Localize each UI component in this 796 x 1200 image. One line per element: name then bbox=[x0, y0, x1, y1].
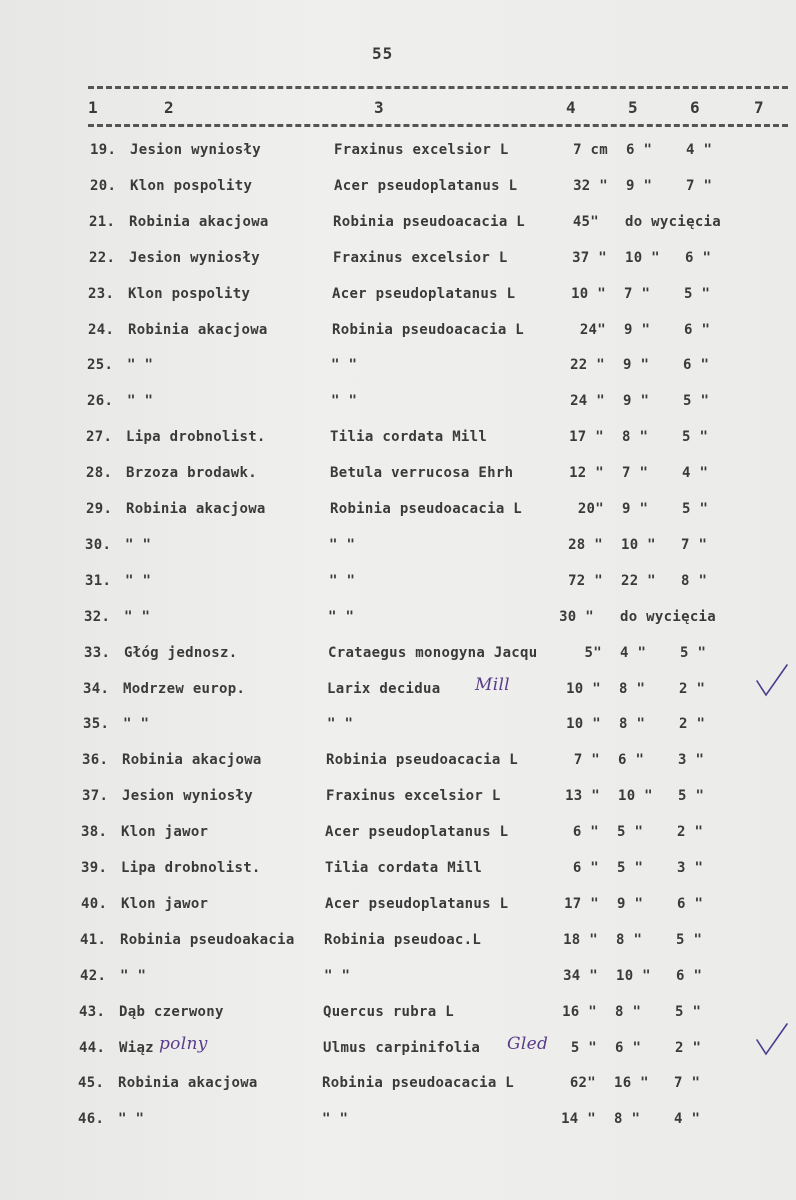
table-row bbox=[0, 465, 796, 489]
table-row bbox=[0, 645, 796, 669]
width: 5 " bbox=[682, 429, 709, 445]
column-header-7: 7 bbox=[754, 98, 764, 117]
diameter: 34 " bbox=[563, 968, 598, 984]
diameter: 7 " bbox=[573, 752, 600, 768]
row-number: 23. bbox=[88, 286, 115, 302]
diameter: 17 " bbox=[569, 429, 604, 445]
diameter: 13 " bbox=[565, 788, 600, 804]
remark: do wycięcia bbox=[620, 609, 717, 625]
polish-name: Robinia akacjowa bbox=[118, 1075, 258, 1091]
polish-name: Klon jawor bbox=[121, 824, 209, 840]
table-row bbox=[0, 1075, 796, 1099]
row-number: 38. bbox=[81, 824, 108, 840]
row-number: 32. bbox=[84, 609, 111, 625]
diameter: 32 " bbox=[573, 178, 608, 194]
height: 10 " bbox=[618, 788, 653, 804]
width: 4 " bbox=[674, 1111, 701, 1127]
height: 6 " bbox=[615, 1040, 642, 1056]
table-row bbox=[0, 788, 796, 812]
table-row bbox=[0, 393, 796, 417]
remark: do wycięcia bbox=[625, 214, 722, 230]
row-number: 37. bbox=[82, 788, 109, 804]
row-number: 27. bbox=[86, 429, 113, 445]
polish-name: " " bbox=[120, 968, 147, 984]
row-number: 45. bbox=[78, 1075, 105, 1091]
row-number: 26. bbox=[87, 393, 114, 409]
width: 2 " bbox=[679, 716, 706, 732]
width: 6 " bbox=[676, 968, 703, 984]
row-number: 43. bbox=[79, 1004, 106, 1020]
polish-name: Jesion wyniosły bbox=[130, 142, 261, 158]
table-row bbox=[0, 1034, 796, 1064]
diameter: 5" bbox=[584, 645, 602, 661]
diameter: 30 " bbox=[559, 609, 594, 625]
polish-name: " " bbox=[127, 357, 154, 373]
diameter: 72 " bbox=[568, 573, 603, 589]
width: 6 " bbox=[677, 896, 704, 912]
latin-name: Fraxinus excelsior L bbox=[326, 788, 501, 804]
diameter: 37 " bbox=[572, 250, 607, 266]
handwritten-note: polny bbox=[159, 1034, 208, 1054]
height: 8 " bbox=[614, 1111, 641, 1127]
polish-name: " " bbox=[125, 537, 152, 553]
row-number: 35. bbox=[83, 716, 110, 732]
table-row bbox=[0, 824, 796, 848]
column-header-1: 1 bbox=[88, 98, 98, 117]
diameter: 5 " bbox=[570, 1040, 597, 1056]
table-row bbox=[0, 609, 796, 633]
table-row bbox=[0, 573, 796, 597]
width: 5 " bbox=[680, 645, 707, 661]
checkmark-icon bbox=[754, 661, 790, 701]
column-header-5: 5 bbox=[628, 98, 638, 117]
height: 8 " bbox=[619, 716, 646, 732]
width: 6 " bbox=[683, 357, 710, 373]
height: 7 " bbox=[624, 286, 651, 302]
width: 5 " bbox=[682, 501, 709, 517]
latin-name: Acer pseudoplatanus L bbox=[325, 824, 509, 840]
height: 8 " bbox=[615, 1004, 642, 1020]
width: 4 " bbox=[686, 142, 713, 158]
row-number: 44. bbox=[79, 1040, 106, 1056]
polish-name: Klon jawor bbox=[121, 896, 209, 912]
diameter: 6 " bbox=[572, 824, 599, 840]
column-header-3: 3 bbox=[374, 98, 384, 117]
height: 10 " bbox=[625, 250, 660, 266]
latin-name: Crataegus monogyna Jacqu bbox=[328, 645, 538, 661]
latin-name: Fraxinus excelsior L bbox=[333, 250, 508, 266]
diameter: 7 cm bbox=[573, 142, 608, 158]
row-number: 28. bbox=[86, 465, 113, 481]
table-row bbox=[0, 675, 796, 705]
latin-name: Fraxinus excelsior L bbox=[334, 142, 509, 158]
row-number: 39. bbox=[81, 860, 108, 876]
polish-name: " " bbox=[124, 609, 151, 625]
height: 4 " bbox=[620, 645, 647, 661]
diameter: 24 " bbox=[570, 393, 605, 409]
width: 7 " bbox=[674, 1075, 701, 1091]
height: 9 " bbox=[626, 178, 653, 194]
table-row bbox=[0, 429, 796, 453]
column-header-2: 2 bbox=[164, 98, 174, 117]
table-row bbox=[0, 322, 796, 346]
latin-name: Robinia pseudoacacia L bbox=[330, 501, 523, 517]
table-row bbox=[0, 142, 796, 166]
width: 4 " bbox=[682, 465, 709, 481]
diameter: 28 " bbox=[568, 537, 603, 553]
table-row bbox=[0, 178, 796, 202]
polish-name: " " bbox=[123, 716, 150, 732]
latin-name: " " bbox=[327, 716, 354, 732]
polish-name: Modrzew europ. bbox=[123, 681, 246, 697]
latin-name: Robinia pseudoacacia L bbox=[332, 322, 525, 338]
row-number: 33. bbox=[84, 645, 111, 661]
polish-name: Brzoza brodawk. bbox=[126, 465, 257, 481]
polish-name: Jesion wyniosły bbox=[129, 250, 260, 266]
latin-name: Robinia pseudoac.L bbox=[324, 932, 482, 948]
table-row bbox=[0, 357, 796, 381]
diameter: 6 " bbox=[572, 860, 599, 876]
polish-name: " " bbox=[118, 1111, 145, 1127]
latin-name: Tilia cordata Mill bbox=[330, 429, 488, 445]
table-row bbox=[0, 214, 796, 238]
width: 5 " bbox=[676, 932, 703, 948]
header-rule-top bbox=[88, 86, 788, 89]
polish-name: Lipa drobnolist. bbox=[121, 860, 261, 876]
diameter: 62" bbox=[569, 1075, 596, 1091]
polish-name: Klon pospolity bbox=[130, 178, 253, 194]
polish-name: Robinia pseudoakacia bbox=[120, 932, 295, 948]
diameter: 12 " bbox=[569, 465, 604, 481]
latin-name: Quercus rubra L bbox=[323, 1004, 454, 1020]
handwritten-note: Mill bbox=[475, 675, 510, 695]
height: 16 " bbox=[614, 1075, 649, 1091]
latin-name: Robinia pseudoacacia L bbox=[322, 1075, 515, 1091]
latin-name: " " bbox=[331, 393, 358, 409]
width: 5 " bbox=[684, 286, 711, 302]
latin-name: Larix decidua bbox=[327, 681, 441, 697]
polish-name: Lipa drobnolist. bbox=[126, 429, 266, 445]
width: 5 " bbox=[678, 788, 705, 804]
latin-name: " " bbox=[331, 357, 358, 373]
polish-name: " " bbox=[125, 573, 152, 589]
diameter: 20" bbox=[577, 501, 604, 517]
table-row bbox=[0, 1111, 796, 1135]
width: 6 " bbox=[684, 322, 711, 338]
table-row bbox=[0, 286, 796, 310]
latin-name: Ulmus carpinifolia bbox=[323, 1040, 481, 1056]
row-number: 30. bbox=[85, 537, 112, 553]
height: 6 " bbox=[626, 142, 653, 158]
width: 3 " bbox=[678, 752, 705, 768]
table-row bbox=[0, 932, 796, 956]
polish-name: Wiąz bbox=[119, 1040, 154, 1056]
table-row bbox=[0, 1004, 796, 1028]
row-number: 34. bbox=[83, 681, 110, 697]
diameter: 14 " bbox=[561, 1111, 596, 1127]
diameter: 10 " bbox=[566, 716, 601, 732]
row-number: 29. bbox=[86, 501, 113, 517]
latin-name: " " bbox=[324, 968, 351, 984]
row-number: 19. bbox=[90, 142, 117, 158]
latin-name: Robinia pseudoacacia L bbox=[333, 214, 526, 230]
width: 5 " bbox=[683, 393, 710, 409]
row-number: 20. bbox=[90, 178, 117, 194]
table-row bbox=[0, 860, 796, 884]
row-number: 24. bbox=[88, 322, 115, 338]
width: 3 " bbox=[677, 860, 704, 876]
height: 9 " bbox=[623, 357, 650, 373]
diameter: 16 " bbox=[562, 1004, 597, 1020]
polish-name: " " bbox=[127, 393, 154, 409]
width: 6 " bbox=[685, 250, 712, 266]
diameter: 24" bbox=[579, 322, 606, 338]
height: 9 " bbox=[617, 896, 644, 912]
polish-name: Robinia akacjowa bbox=[122, 752, 262, 768]
column-header-4: 4 bbox=[566, 98, 576, 117]
polish-name: Klon pospolity bbox=[128, 286, 251, 302]
diameter: 45" bbox=[572, 214, 599, 230]
latin-name: Acer pseudoplatanus L bbox=[334, 178, 518, 194]
row-number: 46. bbox=[78, 1111, 105, 1127]
height: 6 " bbox=[618, 752, 645, 768]
latin-name: Acer pseudoplatanus L bbox=[332, 286, 516, 302]
latin-name: " " bbox=[328, 609, 355, 625]
row-number: 31. bbox=[85, 573, 112, 589]
height: 8 " bbox=[616, 932, 643, 948]
row-number: 40. bbox=[81, 896, 108, 912]
height: 8 " bbox=[619, 681, 646, 697]
height: 7 " bbox=[622, 465, 649, 481]
page-number: 55 bbox=[372, 44, 394, 63]
height: 9 " bbox=[623, 393, 650, 409]
row-number: 36. bbox=[82, 752, 109, 768]
row-number: 42. bbox=[80, 968, 107, 984]
row-number: 21. bbox=[89, 214, 116, 230]
polish-name: Dąb czerwony bbox=[119, 1004, 224, 1020]
width: 2 " bbox=[675, 1040, 702, 1056]
height: 9 " bbox=[622, 501, 649, 517]
latin-name: " " bbox=[329, 537, 356, 553]
width: 7 " bbox=[681, 537, 708, 553]
table-row bbox=[0, 896, 796, 920]
width: 8 " bbox=[681, 573, 708, 589]
row-number: 25. bbox=[87, 357, 114, 373]
table-row bbox=[0, 250, 796, 274]
height: 10 " bbox=[621, 537, 656, 553]
latin-name: Tilia cordata Mill bbox=[325, 860, 483, 876]
width: 5 " bbox=[675, 1004, 702, 1020]
row-number: 22. bbox=[89, 250, 116, 266]
diameter: 10 " bbox=[566, 681, 601, 697]
diameter: 18 " bbox=[563, 932, 598, 948]
diameter: 22 " bbox=[570, 357, 605, 373]
polish-name: Robinia akacjowa bbox=[128, 322, 268, 338]
width: 2 " bbox=[679, 681, 706, 697]
diameter: 10 " bbox=[571, 286, 606, 302]
table-row bbox=[0, 716, 796, 740]
table-row bbox=[0, 968, 796, 992]
polish-name: Jesion wyniosły bbox=[122, 788, 253, 804]
polish-name: Robinia akacjowa bbox=[129, 214, 269, 230]
table-row bbox=[0, 501, 796, 525]
height: 8 " bbox=[622, 429, 649, 445]
latin-name: Acer pseudoplatanus L bbox=[325, 896, 509, 912]
latin-name: Betula verrucosa Ehrh bbox=[330, 465, 514, 481]
table-row bbox=[0, 537, 796, 561]
height: 9 " bbox=[624, 322, 651, 338]
height: 5 " bbox=[617, 860, 644, 876]
latin-name: " " bbox=[329, 573, 356, 589]
polish-name: Głóg jednosz. bbox=[124, 645, 238, 661]
height: 5 " bbox=[617, 824, 644, 840]
diameter: 17 " bbox=[564, 896, 599, 912]
latin-name: " " bbox=[322, 1111, 349, 1127]
column-header-6: 6 bbox=[690, 98, 700, 117]
checkmark-icon bbox=[754, 1020, 790, 1060]
handwritten-note-author: Gled bbox=[507, 1034, 549, 1054]
height: 22 " bbox=[621, 573, 656, 589]
latin-name: Robinia pseudoacacia L bbox=[326, 752, 519, 768]
header-rule-bottom bbox=[88, 124, 788, 127]
width: 2 " bbox=[677, 824, 704, 840]
height: 10 " bbox=[616, 968, 651, 984]
row-number: 41. bbox=[80, 932, 107, 948]
polish-name: Robinia akacjowa bbox=[126, 501, 266, 517]
table-row bbox=[0, 752, 796, 776]
width: 7 " bbox=[686, 178, 713, 194]
